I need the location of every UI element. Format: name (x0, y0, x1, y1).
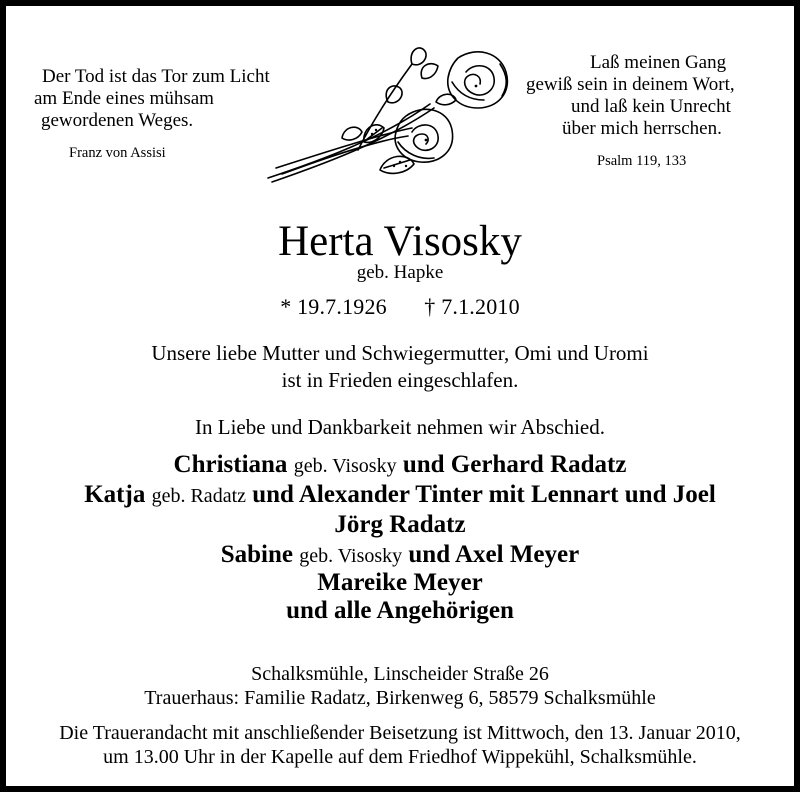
deceased-name: Herta Visosky (278, 218, 522, 265)
family-name: Jörg Radatz (334, 511, 466, 538)
address-line-1: Schalksmühle, Linscheider Straße 26 (251, 663, 549, 685)
maiden-note: geb. Visosky (293, 455, 397, 477)
service-line-2: um 13.00 Uhr in der Kapelle auf dem Friedhof Wippekühl, Schalksmühle. (103, 746, 697, 768)
family-line-2 (6, 480, 794, 511)
quote-left-author: Franz von Assisi (69, 145, 166, 161)
death-date: † 7.1.2010 (424, 294, 520, 319)
quote-right-line-2: gewiß sein in deinem Wort, (526, 74, 735, 95)
farewell-text: In Liebe und Dankbarkeit nehmen wir Abschied. (195, 415, 605, 439)
maiden-name: geb. Hapke (356, 262, 444, 283)
family-line-4 (6, 540, 794, 571)
family-name: Katja (84, 481, 146, 508)
quote-right-source: Psalm 119, 133 (597, 153, 687, 169)
family-name: und alle Angehörigen (286, 597, 514, 624)
quote-left-line-3: gewordenen Weges. (41, 110, 194, 131)
announcement-line-1: Unsere liebe Mutter und Schwiegermutter, Omi und Uromi (151, 341, 649, 365)
family-name: und Alexander Tinter mit Lennart und Joel (252, 481, 716, 508)
announcement-line-2: ist in Frieden eingeschlafen. (281, 368, 519, 392)
quote-right-line-3: und laß kein Unrecht (571, 96, 731, 117)
life-dates (6, 294, 794, 320)
family-name: Christiana (173, 451, 288, 478)
family-line-5 (6, 568, 794, 598)
roses-icon (262, 42, 524, 188)
family-line-3 (6, 510, 794, 540)
service-line-1: Die Trauerandacht mit anschließender Beisetzung ist Mittwoch, den 13. Januar 2010, (59, 722, 741, 744)
family-name: Mareike Meyer (317, 569, 483, 596)
maiden-note: geb. Radatz (151, 485, 246, 507)
address-line-2: Trauerhaus: Familie Radatz, Birkenweg 6, 58579 Schalksmühle (144, 687, 656, 709)
family-line-1 (6, 450, 794, 481)
birth-date: * 19.7.1926 (280, 294, 387, 319)
quote-right-line-4: über mich herrschen. (562, 118, 722, 139)
family-name: und Axel Meyer (408, 541, 580, 568)
quote-left-line-2: am Ende eines mühsam (34, 88, 214, 109)
family-name: und Gerhard Radatz (402, 451, 627, 478)
quote-left-line-1: Der Tod ist das Tor zum Licht (42, 66, 270, 87)
family-name: Sabine (220, 541, 294, 568)
maiden-note: geb. Visosky (299, 545, 403, 567)
family-line-6 (6, 596, 794, 626)
quote-right-line-1: Laß meinen Gang (590, 52, 727, 73)
